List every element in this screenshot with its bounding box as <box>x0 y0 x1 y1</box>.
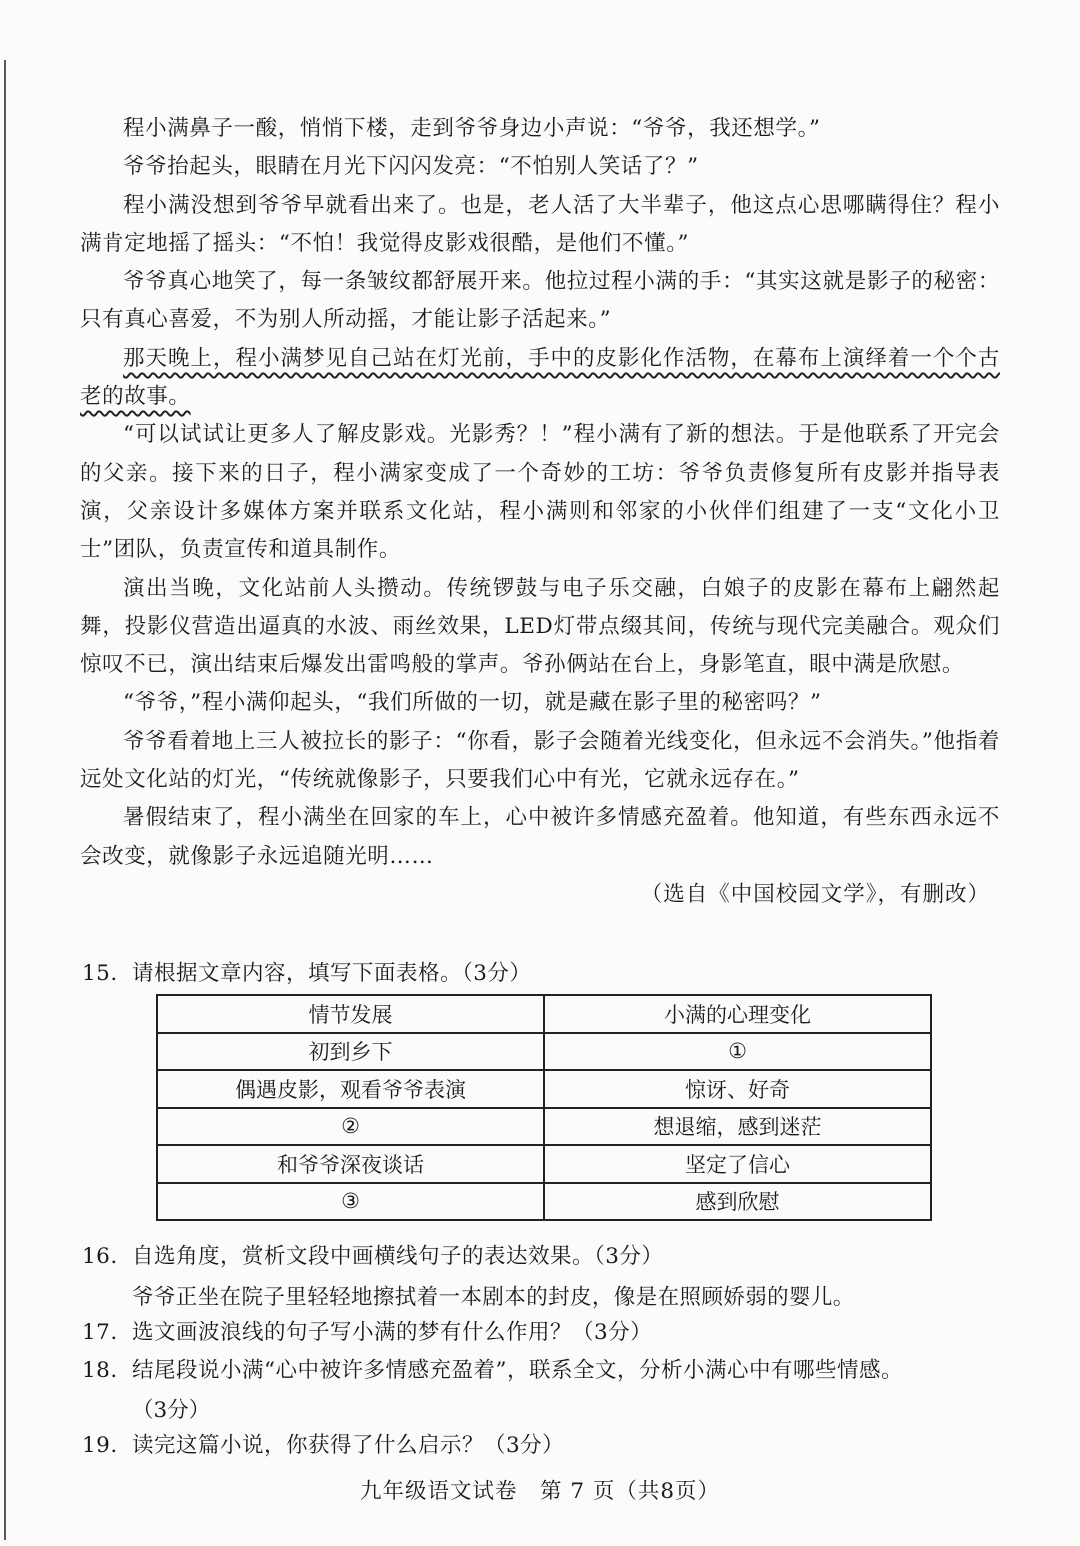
table-row <box>157 1108 931 1146</box>
question-text: 读完这篇小说，你获得了什么启示？（3分） <box>132 1433 565 1458</box>
reading-passage <box>80 110 1000 914</box>
question-number: 15. <box>82 961 118 986</box>
passage-paragraph: 程小满没想到爷爷早就看出来了。也是，老人活了大半辈子，他这点心思哪瞒得住？程小满肯定地摇了摇头：“不怕！我觉得皮影戏很酷，是他们不懂。” <box>80 192 1000 256</box>
passage-paragraph: “爷爷，”程小满仰起头，“我们所做的一切，就是藏在影子里的秘密吗？” <box>123 690 822 716</box>
wavy-underlined-sentence: 那天晚上，程小满梦见自己站在灯光前，手中的皮影化作活物，在幕布上演绎着一个个古老的故事。 <box>80 345 1000 410</box>
passage-paragraph: 暑假结束了，程小满坐在回家的车上，心中被许多情感充盈着。他知道，有些东西永远不会改变，就像影子永远追随光明…… <box>80 805 1000 869</box>
question-18 <box>82 1352 997 1390</box>
question-number: 16. <box>82 1244 118 1269</box>
question-text: 自选角度，赏析文段中画横线句子的表达效果。（3分） <box>132 1244 664 1269</box>
question-number: 18. <box>82 1358 118 1383</box>
plot-emotion-table <box>156 994 932 1221</box>
table-row <box>157 1145 931 1183</box>
table-cell: 惊讶、好奇 <box>544 1070 931 1108</box>
source-citation: （选自《中国校园文学》，有删改） <box>640 881 990 907</box>
answer-blank-cell[interactable]: ③ <box>157 1183 544 1221</box>
passage-paragraph: 程小满鼻子一酸，悄悄下楼，走到爷爷身边小声说：“爷爷，我还想学。” <box>123 116 821 141</box>
question-score: （3分） <box>132 1398 211 1423</box>
question-text: 选文画波浪线的句子写小满的梦有什么作用？（3分） <box>132 1320 653 1345</box>
passage-paragraph: 爷爷看着地上三人被拉长的影子：“你看，影子会随着光线变化，但永远不会消失。”他指着远处文化站的灯光，“传统就像影子，只要我们心中有光，它就永远存在。” <box>80 728 1000 793</box>
table-cell: 和爷爷深夜谈话 <box>157 1145 544 1183</box>
wavy-underlined-paragraph <box>80 340 1000 417</box>
table-cell: 坚定了信心 <box>544 1145 931 1183</box>
answer-blank-cell[interactable]: ① <box>544 1033 931 1071</box>
table-cell: 想退缩，感到迷茫 <box>544 1108 931 1146</box>
table-row <box>157 1183 931 1221</box>
table-header: 情节发展 <box>157 995 544 1033</box>
question-19 <box>82 1427 997 1465</box>
answer-blank-cell[interactable]: ② <box>157 1108 544 1146</box>
question-number: 19. <box>82 1433 118 1458</box>
table-cell: 初到乡下 <box>157 1033 544 1071</box>
passage-paragraph: 爷爷抬起头，眼睛在月光下闪闪发亮：“不怕别人笑话了？” <box>123 154 699 180</box>
question-16 <box>82 1238 997 1276</box>
table-row <box>157 1070 931 1108</box>
table-row <box>157 1033 931 1071</box>
table-cell: 偶遇皮影，观看爷爷表演 <box>157 1070 544 1108</box>
passage-paragraph: “可以试试让更多人了解皮影戏。光影秀？！”程小满有了新的想法。于是他联系了开完会的父亲。接下来的日子，程小满家变成了一个奇妙的工坊：爷爷负责修复所有皮影并指导表演，父亲设计多媒体方案并联系文化站，程小满则和邻家的小伙伴们组建了一支“文化小卫士”团队，负责宣传和道具制作。 <box>80 422 1000 563</box>
page-edge-line <box>4 60 6 1540</box>
table-header-row <box>157 995 931 1033</box>
passage-paragraph: 爷爷真心地笑了，每一条皱纹都舒展开来。他拉过程小满的手：“其实这就是影子的秘密：只有真心喜爱，不为别人所动摇，才能让影子活起来。” <box>80 269 1000 333</box>
table-cell: 感到欣慰 <box>544 1183 931 1221</box>
passage-paragraph: 演出当晚，文化站前人头攒动。传统锣鼓与电子乐交融，白娘子的皮影在幕布上翩然起舞，投影仪营造出逼真的水波、雨丝效果，LED灯带点缀其间，传统与现代完美融合。观众们惊叹不已，演出结束后爆发出雷鸣般的掌声。爷孙俩站在台上，身影笔直，眼中满是欣慰。 <box>80 575 1000 678</box>
question-text: 结尾段说小满“心中被许多情感充盈着”，联系全文，分析小满心中有哪些情感。 <box>132 1358 903 1383</box>
table-header: 小满的心理变化 <box>544 995 931 1033</box>
quoted-sentence: 爷爷正坐在院子里轻轻地擦拭着一本剧本的封皮，像是在照顾娇弱的婴儿。 <box>132 1285 855 1310</box>
question-17 <box>82 1314 997 1352</box>
question-text: 请根据文章内容，填写下面表格。（3分） <box>132 961 532 986</box>
question-15 <box>82 955 997 993</box>
page-footer: 九年级语文试卷 第 7 页（共8页） <box>359 1479 721 1504</box>
question-number: 17. <box>82 1320 118 1345</box>
